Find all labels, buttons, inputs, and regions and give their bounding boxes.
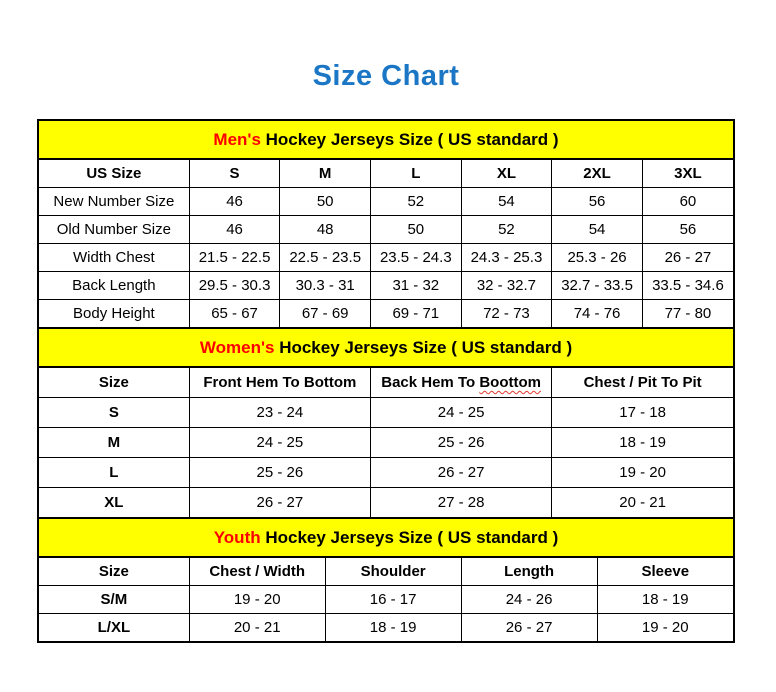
mens-col-header: L xyxy=(370,160,461,188)
womens-col-header-back-hem xyxy=(370,368,551,398)
youth-section-prefix: Youth xyxy=(213,527,261,547)
womens-row-label: L xyxy=(39,458,189,488)
womens-row-label: XL xyxy=(39,488,189,518)
womens-row-xl xyxy=(39,488,733,518)
mens-col-header: S xyxy=(189,160,280,188)
mens-section-header xyxy=(39,121,733,160)
youth-section-title: Hockey Jerseys Size ( US standard ) xyxy=(260,527,559,547)
womens-col-header: Size xyxy=(39,368,189,398)
youth-row-label: S/M xyxy=(39,586,189,614)
mens-value-cell: 23.5 - 24.3 xyxy=(370,244,461,272)
womens-col-header: Chest / Pit To Pit xyxy=(552,368,733,398)
womens-table-head xyxy=(39,368,733,398)
mens-row-body-height xyxy=(39,300,733,328)
mens-table-head xyxy=(39,160,733,188)
mens-col-header: M xyxy=(280,160,371,188)
mens-value-cell: 69 - 71 xyxy=(370,300,461,328)
mens-row-label: Width Chest xyxy=(39,244,189,272)
mens-row-label: New Number Size xyxy=(39,188,189,216)
youth-size-table xyxy=(39,558,733,641)
mens-value-cell: 65 - 67 xyxy=(189,300,280,328)
womens-row-l xyxy=(39,458,733,488)
mens-table-body xyxy=(39,188,733,328)
mens-header-row xyxy=(39,160,733,188)
mens-value-cell: 52 xyxy=(370,188,461,216)
mens-value-cell: 56 xyxy=(552,188,643,216)
youth-col-header: Shoulder xyxy=(325,558,461,586)
mens-value-cell: 30.3 - 31 xyxy=(280,272,371,300)
mens-value-cell: 29.5 - 30.3 xyxy=(189,272,280,300)
youth-header-row xyxy=(39,558,733,586)
womens-value-cell: 20 - 21 xyxy=(552,488,733,518)
womens-section-prefix: Women's xyxy=(199,337,275,357)
mens-value-cell: 67 - 69 xyxy=(280,300,371,328)
mens-value-cell: 50 xyxy=(370,216,461,244)
mens-row-label: Old Number Size xyxy=(39,216,189,244)
mens-value-cell: 26 - 27 xyxy=(642,244,733,272)
mens-value-cell: 50 xyxy=(280,188,371,216)
mens-col-header: US Size xyxy=(39,160,189,188)
mens-value-cell: 46 xyxy=(189,188,280,216)
mens-value-cell: 56 xyxy=(642,216,733,244)
mens-value-cell: 60 xyxy=(642,188,733,216)
womens-row-m xyxy=(39,428,733,458)
youth-value-cell: 19 - 20 xyxy=(597,614,733,642)
mens-value-cell: 74 - 76 xyxy=(552,300,643,328)
youth-section-header xyxy=(39,517,733,558)
mens-value-cell: 31 - 32 xyxy=(370,272,461,300)
womens-value-cell: 23 - 24 xyxy=(189,398,370,428)
mens-col-header: 2XL xyxy=(552,160,643,188)
womens-value-cell: 18 - 19 xyxy=(552,428,733,458)
womens-section-title: Hockey Jerseys Size ( US standard ) xyxy=(274,337,573,357)
womens-table-body xyxy=(39,398,733,518)
mens-value-cell: 33.5 - 34.6 xyxy=(642,272,733,300)
mens-value-cell: 54 xyxy=(461,188,552,216)
youth-col-header: Sleeve xyxy=(597,558,733,586)
womens-value-cell: 25 - 26 xyxy=(189,458,370,488)
womens-value-cell: 24 - 25 xyxy=(189,428,370,458)
youth-value-cell: 26 - 27 xyxy=(461,614,597,642)
youth-value-cell: 18 - 19 xyxy=(325,614,461,642)
womens-value-cell: 17 - 18 xyxy=(552,398,733,428)
youth-col-header: Length xyxy=(461,558,597,586)
mens-section-prefix: Men's xyxy=(213,129,261,149)
womens-row-s xyxy=(39,398,733,428)
mens-value-cell: 54 xyxy=(552,216,643,244)
womens-col-header: Front Hem To Bottom xyxy=(189,368,370,398)
womens-value-cell: 27 - 28 xyxy=(370,488,551,518)
mens-value-cell: 24.3 - 25.3 xyxy=(461,244,552,272)
size-chart-page xyxy=(37,0,735,643)
youth-value-cell: 24 - 26 xyxy=(461,586,597,614)
womens-value-cell: 24 - 25 xyxy=(370,398,551,428)
size-chart-box xyxy=(37,119,735,643)
mens-value-cell: 46 xyxy=(189,216,280,244)
youth-table-body xyxy=(39,586,733,642)
mens-row-new-number-size xyxy=(39,188,733,216)
back-hem-misspelled-word: Boottom xyxy=(479,374,541,391)
mens-value-cell: 32.7 - 33.5 xyxy=(552,272,643,300)
womens-value-cell: 26 - 27 xyxy=(370,458,551,488)
youth-row-l-xl xyxy=(39,614,733,642)
womens-value-cell: 26 - 27 xyxy=(189,488,370,518)
mens-row-width-chest xyxy=(39,244,733,272)
mens-size-table xyxy=(39,160,733,327)
mens-value-cell: 32 - 32.7 xyxy=(461,272,552,300)
mens-value-cell: 48 xyxy=(280,216,371,244)
youth-value-cell: 18 - 19 xyxy=(597,586,733,614)
back-hem-prefix: Back Hem To xyxy=(381,374,480,391)
mens-value-cell: 77 - 80 xyxy=(642,300,733,328)
youth-row-s-m xyxy=(39,586,733,614)
mens-row-label: Back Length xyxy=(39,272,189,300)
womens-value-cell: 19 - 20 xyxy=(552,458,733,488)
womens-row-label: M xyxy=(39,428,189,458)
youth-row-label: L/XL xyxy=(39,614,189,642)
mens-value-cell: 52 xyxy=(461,216,552,244)
mens-col-header: XL xyxy=(461,160,552,188)
mens-col-header: 3XL xyxy=(642,160,733,188)
youth-table-head xyxy=(39,558,733,586)
mens-section-title: Hockey Jerseys Size ( US standard ) xyxy=(260,129,559,149)
womens-row-label: S xyxy=(39,398,189,428)
youth-value-cell: 16 - 17 xyxy=(325,586,461,614)
youth-value-cell: 20 - 21 xyxy=(189,614,325,642)
mens-row-back-length xyxy=(39,272,733,300)
womens-value-cell: 25 - 26 xyxy=(370,428,551,458)
mens-value-cell: 21.5 - 22.5 xyxy=(189,244,280,272)
youth-col-header: Size xyxy=(39,558,189,586)
mens-value-cell: 25.3 - 26 xyxy=(552,244,643,272)
youth-col-header: Chest / Width xyxy=(189,558,325,586)
page-title: Size Chart xyxy=(312,60,460,92)
mens-value-cell: 22.5 - 23.5 xyxy=(280,244,371,272)
mens-row-label: Body Height xyxy=(39,300,189,328)
womens-size-table xyxy=(39,368,733,517)
womens-section-header xyxy=(39,327,733,368)
mens-row-old-number-size xyxy=(39,216,733,244)
womens-header-row xyxy=(39,368,733,398)
youth-value-cell: 19 - 20 xyxy=(189,586,325,614)
mens-value-cell: 72 - 73 xyxy=(461,300,552,328)
